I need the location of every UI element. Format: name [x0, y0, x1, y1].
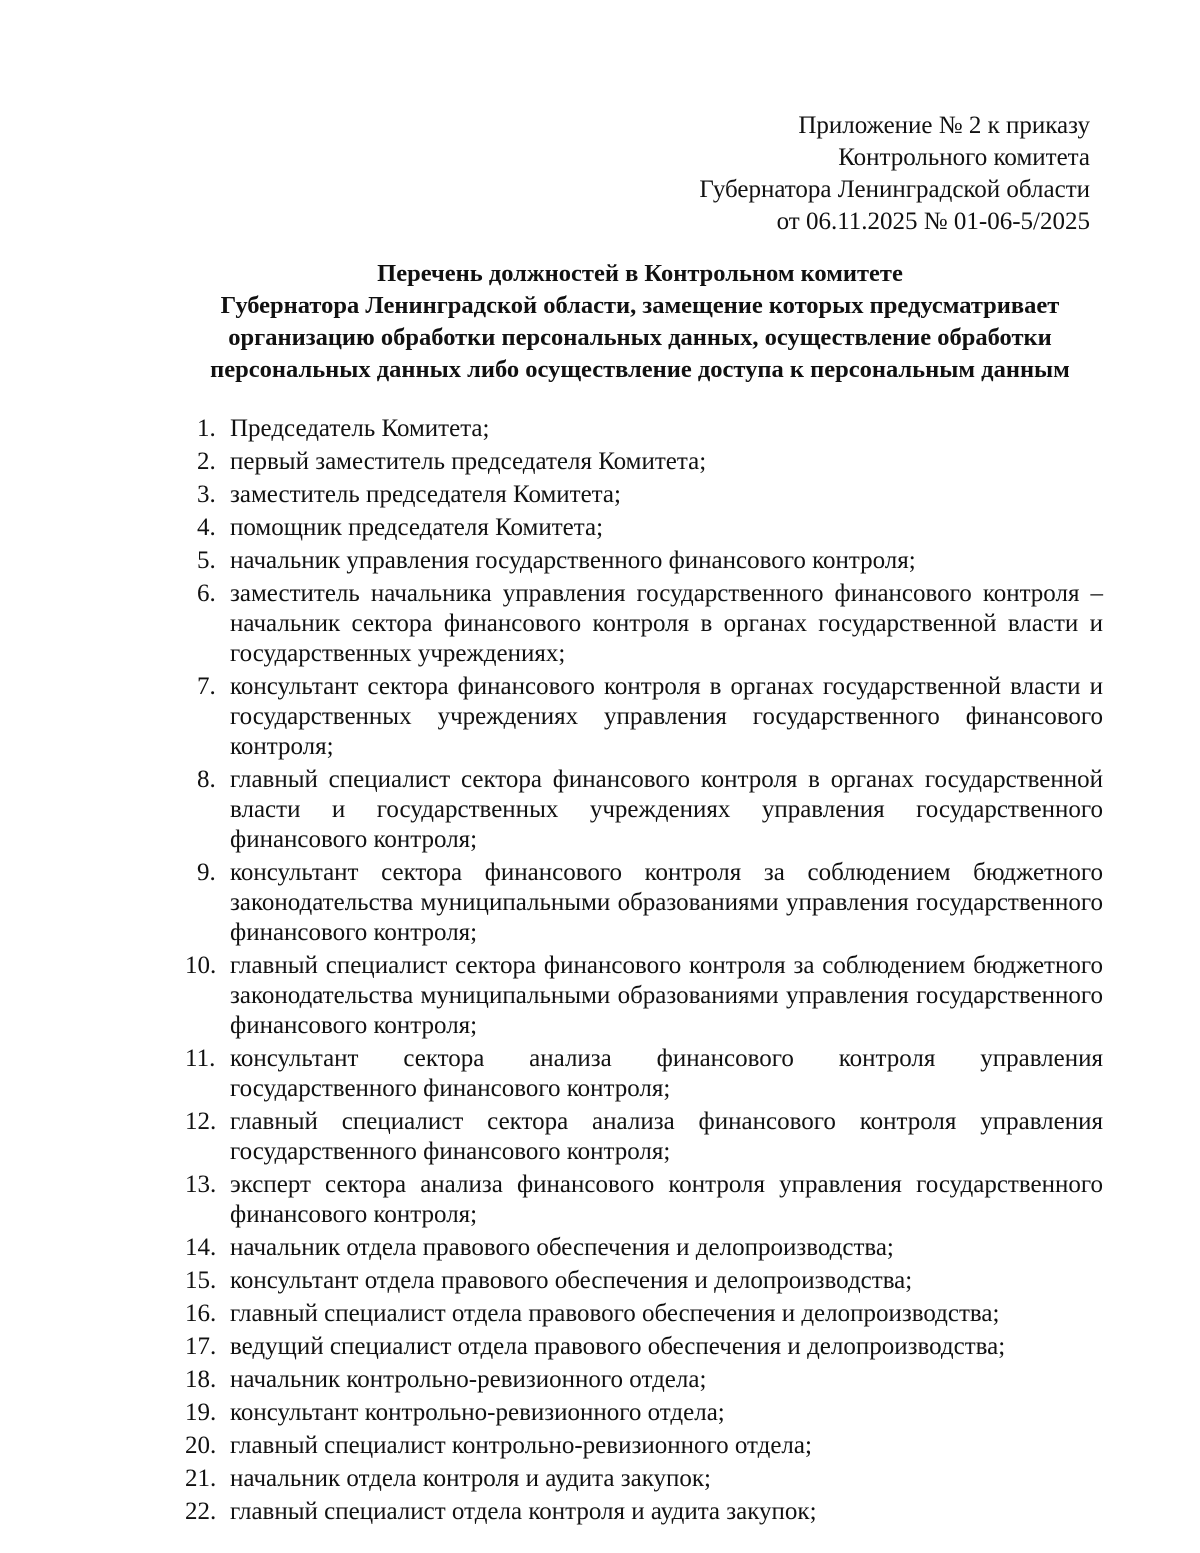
list-item-number: 19.: [185, 1399, 217, 1426]
list-item-text: консультант контрольно-ревизионного отдела;: [230, 1399, 725, 1426]
list-item-number: 12.: [185, 1108, 217, 1135]
list-item: [185, 513, 1103, 543]
list-item-number: 14.: [185, 1234, 217, 1261]
document-title-line: Перечень должностей в Контрольном комитете: [377, 260, 903, 287]
list-item-number: 11.: [185, 1045, 216, 1072]
list-item: [185, 672, 1103, 762]
list-item: [185, 1464, 1103, 1494]
list-item-number: 4.: [197, 514, 216, 541]
list-item: [185, 858, 1103, 948]
list-item-number: 21.: [185, 1465, 217, 1492]
list-item-text: первый заместитель председателя Комитета;: [230, 448, 707, 475]
list-item-text: главный специалист отдела правового обеспечения и делопроизводства;: [230, 1300, 1000, 1327]
list-item-number: 10.: [185, 952, 217, 979]
list-item: [185, 579, 1103, 669]
list-item-text: ведущий специалист отдела правового обеспечения и делопроизводства;: [230, 1333, 1006, 1360]
list-item-text: начальник контрольно-ревизионного отдела;: [230, 1366, 707, 1393]
list-item: [185, 765, 1103, 855]
list-item-number: 2.: [197, 448, 216, 475]
list-item-text: главный специалист отдела контроля и аудита закупок;: [230, 1498, 817, 1525]
list-item-text: начальник отдела контроля и аудита закупок;: [230, 1465, 711, 1492]
appendix-header-line: Губернатора Ленинградской области: [699, 176, 1090, 203]
appendix-header: [699, 110, 1090, 238]
list-item: [185, 1398, 1103, 1428]
list-item-number: 3.: [197, 481, 216, 508]
list-item: [185, 1332, 1103, 1362]
list-item-number: 9.: [197, 859, 216, 886]
list-item-text: начальник отдела правового обеспечения и делопроизводства;: [230, 1234, 894, 1261]
list-item: [185, 1233, 1103, 1263]
list-item-number: 6.: [197, 580, 216, 607]
list-item-text: главный специалист сектора финансового контроля за соблюдением бюджетного законодательства муниципальными образованиями управления государственного финансового контроля;: [230, 952, 1103, 1039]
list-item-text: консультант сектора финансового контроля за соблюдением бюджетного законодательства муниципальными образованиями управления государственного финансового контроля;: [230, 859, 1103, 946]
list-item: [185, 1299, 1103, 1329]
list-item-text: консультант сектора финансового контроля в органах государственной власти и государственных учреждениях управления государственного финансового контроля;: [230, 673, 1103, 760]
list-item-number: 1.: [197, 415, 216, 442]
appendix-header-line: Контрольного комитета: [838, 144, 1090, 171]
list-item: [185, 1431, 1103, 1461]
list-item-text: главный специалист контрольно-ревизионного отдела;: [230, 1432, 812, 1459]
list-item: [185, 951, 1103, 1041]
list-item: [185, 1266, 1103, 1296]
list-item-number: 13.: [185, 1171, 217, 1198]
list-item-text: главный специалист сектора финансового контроля в органах государственной власти и государственных учреждениях управления государственного финансового контроля;: [230, 766, 1103, 853]
list-item: [185, 1107, 1103, 1167]
list-item-text: заместитель председателя Комитета;: [230, 481, 621, 508]
appendix-header-line: Приложение № 2 к приказу: [798, 112, 1090, 139]
list-item-number: 20.: [185, 1432, 217, 1459]
list-item-number: 7.: [197, 673, 216, 700]
list-item-text: консультант сектора анализа финансового контроля управления государственного финансового контроля;: [230, 1045, 1103, 1102]
document-title: [160, 258, 1120, 386]
list-item-number: 18.: [185, 1366, 217, 1393]
list-item-text: Председатель Комитета;: [230, 415, 490, 442]
list-item-text: помощник председателя Комитета;: [230, 514, 604, 541]
list-item-number: 16.: [185, 1300, 217, 1327]
list-item: [185, 1044, 1103, 1104]
list-item-text: главный специалист сектора анализа финансового контроля управления государственного финансового контроля;: [230, 1108, 1103, 1165]
list-item-number: 17.: [185, 1333, 217, 1360]
appendix-header-line: от 06.11.2025 № 01-06-5/2025: [776, 208, 1090, 235]
list-item-number: 15.: [185, 1267, 217, 1294]
list-item: [185, 1365, 1103, 1395]
list-item-number: 22.: [185, 1498, 217, 1525]
list-item-text: эксперт сектора анализа финансового контроля управления государственного финансового контроля;: [230, 1171, 1103, 1228]
list-item: [185, 1170, 1103, 1230]
list-item: [185, 447, 1103, 477]
document-title-line: Губернатора Ленинградской области, замещение которых предусматривает: [220, 292, 1060, 319]
list-item-number: 8.: [197, 766, 216, 793]
list-item: [185, 1497, 1103, 1527]
positions-list: [185, 414, 1103, 1530]
list-item-text: консультант отдела правового обеспечения и делопроизводства;: [230, 1267, 913, 1294]
list-item: [185, 414, 1103, 444]
list-item: [185, 480, 1103, 510]
list-item-number: 5.: [197, 547, 216, 574]
list-item-text: начальник управления государственного финансового контроля;: [230, 547, 916, 574]
list-item: [185, 546, 1103, 576]
list-item-text: заместитель начальника управления государственного финансового контроля – начальник сектора финансового контроля в органах государственной власти и государственных учреждениях;: [230, 580, 1103, 667]
document-title-line: организацию обработки персональных данных, осуществление обработки: [228, 324, 1052, 351]
document-title-line: персональных данных либо осуществление доступа к персональным данным: [210, 356, 1070, 383]
